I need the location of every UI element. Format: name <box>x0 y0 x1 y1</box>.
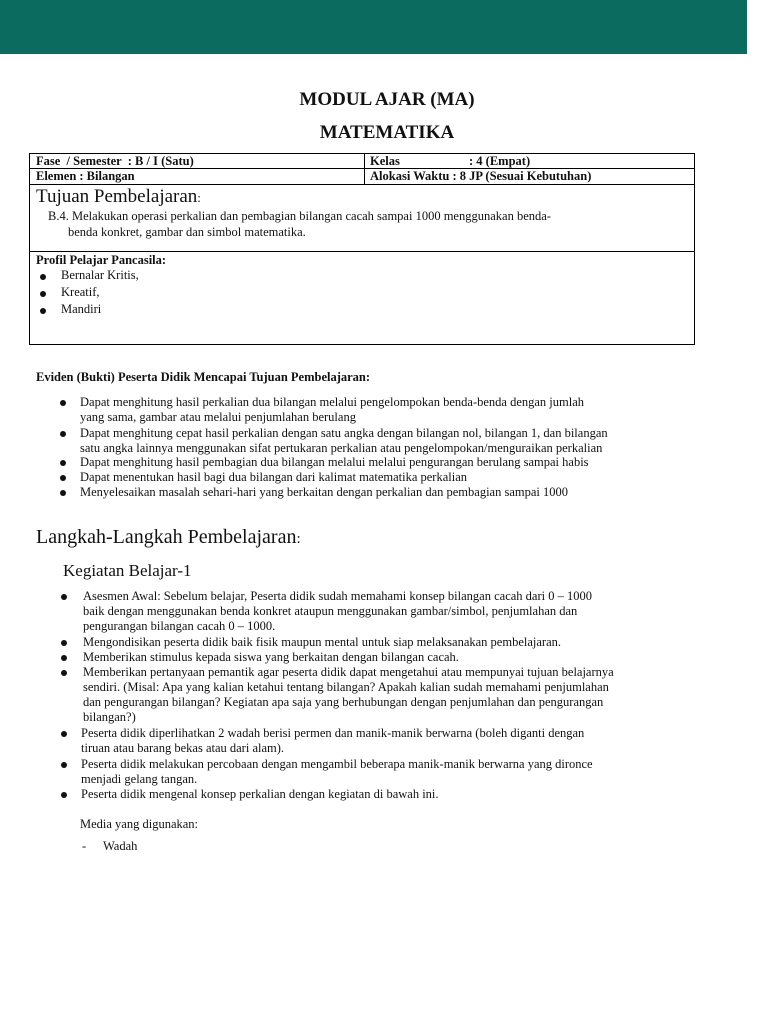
step-item-line: baik dengan menggunakan benda konkret ataupun menggunakan gambar/simbol, penjumlahan dan <box>83 604 578 618</box>
step-item-line: Asesmen Awal: Sebelum belajar, Peserta didik sudah memahami konsep bilangan cacah dari 0 – 1000 <box>83 589 592 603</box>
bullet-icon <box>40 291 46 297</box>
document-title: MODUL AJAR (MA) <box>299 89 475 110</box>
column-divider <box>364 154 365 185</box>
info-table <box>29 153 695 345</box>
evidence-item-line: Menyelesaikan masalah sehari-hari yang berkaitan dengan perkalian dan pembagian sampai 1000 <box>80 485 569 499</box>
evidence-heading: Eviden (Bukti) Peserta Didik Mencapai Tujuan Pembelajaran: <box>36 370 371 384</box>
alokasi-waktu-cell: Alokasi Waktu : 8 JP (Sesuai Kebutuhan) <box>370 169 592 183</box>
evidence-item-line: Dapat menghitung hasil pembagian dua bilangan melalui melalui pengurangan berulang sampai habis <box>80 455 589 469</box>
header-bar <box>0 0 747 54</box>
step-item-line: menjadi gelang tangan. <box>81 772 198 786</box>
evidence-item-line: yang sama, gambar atau melalui penjumlahan berulang <box>80 410 356 424</box>
bullet-icon <box>40 274 46 280</box>
step-item-line: bilangan?) <box>83 710 136 724</box>
bullet-icon <box>61 670 67 676</box>
step-item-line: Peserta didik mengenal konsep perkalian dengan kegiatan di bawah ini. <box>81 787 439 801</box>
elemen-cell: Elemen : Bilangan <box>36 169 135 183</box>
step-item-line: dan pengurangan bilangan? Kegiatan apa saja yang berhubungan dengan penjumlahan dan pengurangan <box>83 695 604 709</box>
step-item-line: sendiri. (Misal: Apa yang kalian ketahui tentang bilangan? Apakah kalian sudah memahami penjumlahan <box>83 680 609 694</box>
media-heading: Media yang digunakan: <box>80 817 199 831</box>
langkah-heading-colon: : <box>296 531 301 547</box>
evidence-item-line: satu angka lainnya menggunakan sifat pertukaran perkalian atau pengelompokan/menguraikan perkalian <box>80 441 603 455</box>
bullet-icon <box>61 655 67 661</box>
profil-item-text: Mandiri <box>61 302 102 316</box>
evidence-item-line: Dapat menghitung cepat hasil perkalian dengan satu angka dengan bilangan nol, bilangan 1, dan bilangan <box>80 426 608 440</box>
media-item: Wadah <box>103 839 138 853</box>
bullet-icon <box>60 475 66 481</box>
step-item-line: Memberikan stimulus kepada siswa yang berkaitan dengan bilangan cacah. <box>83 650 459 664</box>
tujuan-heading <box>36 186 201 208</box>
step-item-line: Mengondisikan peserta didik baik fisik maupun mental untuk siap melaksanakan pembelajaran. <box>83 635 561 649</box>
bullet-icon <box>61 594 67 600</box>
profil-item-text: Kreatif, <box>61 285 100 299</box>
bullet-icon <box>61 731 67 737</box>
step-item-line: tiruan atau barang bekas atau dari alam). <box>81 741 285 755</box>
tujuan-section <box>30 185 694 252</box>
bullet-icon <box>60 490 66 496</box>
bullet-icon <box>40 308 46 314</box>
tujuan-heading-colon: : <box>197 190 201 205</box>
profil-item-text: Bernalar Kritis, <box>61 268 139 282</box>
step-item-line: Memberikan pertanyaan pemantik agar peserta didik dapat mengetahui atau mempunyai tujuan belajarnya <box>83 665 614 679</box>
langkah-heading-text: Langkah-Langkah Pembelajaran <box>36 526 297 548</box>
kelas-label: Kelas <box>370 154 400 168</box>
kelas-value: : 4 (Empat) <box>469 154 531 168</box>
fase-semester-cell: Fase / Semester : B / I (Satu) <box>36 154 194 168</box>
profil-heading: Profil Pelajar Pancasila: <box>36 253 167 267</box>
table-row <box>30 169 694 185</box>
document-subtitle: MATEMATIKA <box>319 122 455 143</box>
langkah-heading <box>36 526 301 549</box>
tujuan-heading-text: Tujuan Pembelajaran <box>36 186 198 207</box>
step-item-line: pengurangan bilangan cacah 0 – 1000. <box>83 619 276 633</box>
tujuan-text-line: B.4. Melakukan operasi perkalian dan pembagian bilangan cacah sampai 1000 menggunakan benda- <box>48 209 551 223</box>
tujuan-text-line: benda konkret, gambar dan simbol matematika. <box>68 225 306 239</box>
kegiatan-heading: Kegiatan Belajar-1 <box>63 561 192 580</box>
dash-icon: - <box>82 839 87 853</box>
table-row <box>30 154 694 169</box>
evidence-item-line: Dapat menghitung hasil perkalian dua bilangan melalui pengelompokan benda-benda dengan jumlah <box>80 395 585 409</box>
step-item-line: Peserta didik diperlihatkan 2 wadah berisi permen dan manik-manik berwarna (boleh diganti dengan <box>81 726 585 740</box>
bullet-icon <box>60 431 66 437</box>
bullet-icon <box>61 640 67 646</box>
bullet-icon <box>61 792 67 798</box>
step-item-line: Peserta didik melakukan percobaan dengan mengambil beberapa manik-manik berwarna yang dironce <box>81 757 593 771</box>
bullet-icon <box>61 762 67 768</box>
evidence-item-line: Dapat menentukan hasil bagi dua bilangan dari kalimat matematika perkalian <box>80 470 468 484</box>
bullet-icon <box>60 460 66 466</box>
bullet-icon <box>60 400 66 406</box>
